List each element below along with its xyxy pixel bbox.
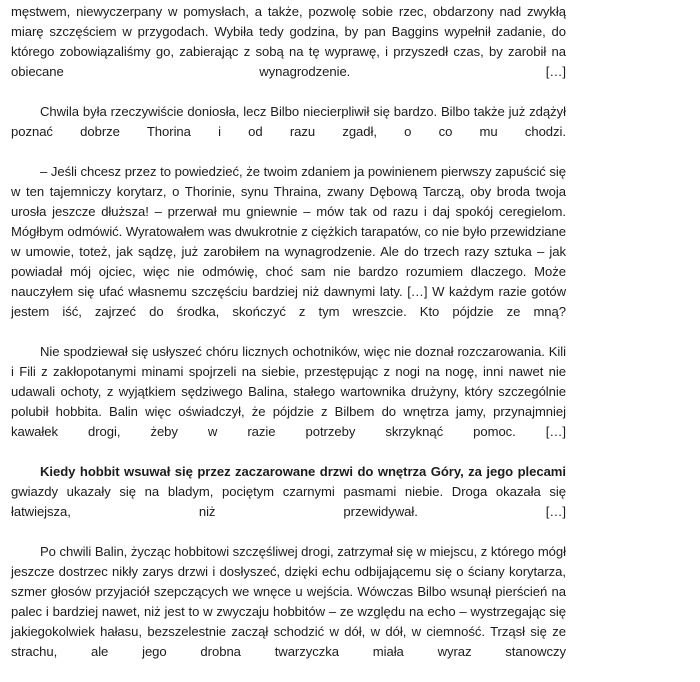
emphasised-sentence: Kiedy hobbit wsuwał się przez zaczarowane drzwi do wnętrza Góry, za jego plecami bbox=[40, 464, 566, 479]
paragraph-bilbo-speech: – Jeśli chcesz przez to powiedzieć, że twoim zdaniem ja powinienem pierwszy zapuścić się w ten tajemniczy korytarz, o Thorinie, synu Thraina, zwany Dębową Tarczą, oby broda twoja urosła jeszcze dłuższa! – przerwał mu gniewnie – mów tak od razu i daj spokój ceregielom. Mógłbym odmówić. Wyratowałem was dwukrotnie z ciężkich tarapatów, co nie było przewidziane w umowie, toteż, jak sądzę, już zarobiłem na wynagrodzenie. Ale do trzech razy sztuka – jak powiadał mój ojciec, więc nie odmówię, choć sam nie bardzo rozumiem dlaczego. Może nauczyłem się ufać własnemu szczęściu bardziej niż dawnymi laty. […] W każdym razie gotów jestem iść, zajrzeć do środka, skończyć z tym wreszcie. Kto pójdzie ze mną? bbox=[11, 164, 566, 319]
paragraph-bilbo-impatient: Chwila była rzeczywiście doniosła, lecz Bilbo niecierpliwił się bardzo. Bilbo także już zdążył poznać dobrze Thorina i od razu zgadł, o co mu chodzi. bbox=[11, 104, 566, 139]
paragraph-continuation: męstwem, niewyczerpany w pomysłach, a także, pozwolę sobie rzec, obdarzony nad zwykłą miarę szczęściem w przygodach. Wybiła tedy godzina, by pan Baggins wypełnił zadanie, do którego zobowiązaliśmy go, zabierając z sobą na tę wyprawę, i przyszedł czas, by zarobił na obiecane wynagrodzenie. […] bbox=[11, 4, 566, 79]
paragraph-balin-farewell: Po chwili Balin, życząc hobbitowi szczęśliwej drogi, zatrzymał się w miejscu, z którego mógł jeszcze dostrzec nikły zarys drzwi i dosłyszeć, dzięki echu odbijającemu się o ściany korytarza, szmer głosów przyjaciół szepczących we wnęce u wejścia. Wówczas Bilbo wsunął pierścień na palec i bardziej nawet, niż jest to w zwyczaju hobbitów – ze względu na echo – wystrzegając się jakiegokolwiek hałasu, bezszelestnie zaczął schodzić w dół, w dół, w ciemność. Trząsł się ze strachu, ale jego drobna twarzyczka miała wyraz stanowczy bbox=[11, 544, 566, 659]
paragraph-no-volunteers: Nie spodziewał się usłyszeć chóru licznych ochotników, więc nie doznał rozczarowania. Kili i Fili z zakłopotanymi minami spojrzeli na siebie, przestępując z nogi na nogę, inni nawet nie udawali ochoty, z wyjątkiem sędziwego Balina, stałego wartownika drużyny, który szczególnie polubił hobbita. Balin więc oświadczył, że pójdzie z Bilbem do wnętrza jamy, przynajmniej kawałek drogi, żeby w razie potrzeby skrzyknąć pomoc. […] bbox=[11, 344, 566, 439]
paragraph-entering-mountain bbox=[11, 462, 566, 542]
paragraph-entering-mountain-rest: gwiazdy ukazały się na bladym, pociętym czarnymi pasmami niebie. Droga okazała się łatwiejsza, niż przewidywał. […] bbox=[11, 484, 566, 519]
